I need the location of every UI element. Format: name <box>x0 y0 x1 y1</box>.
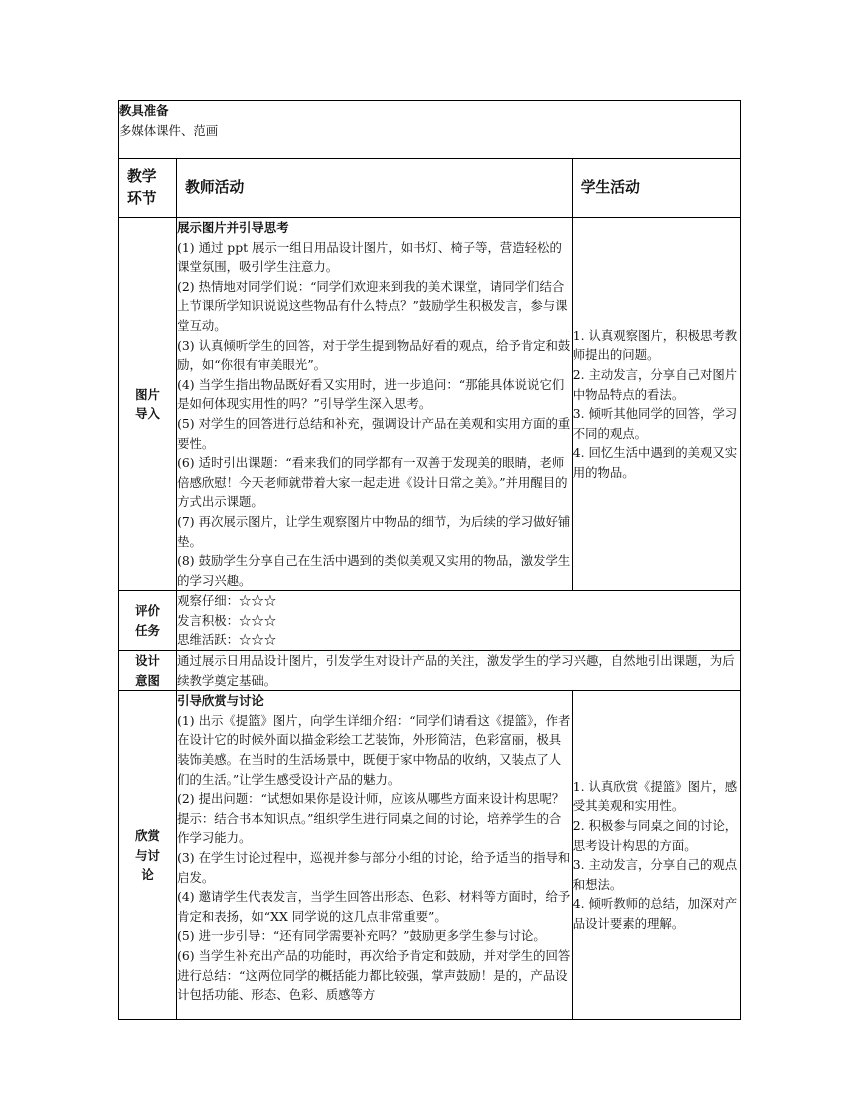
section2-step: (2) 提出问题：“试想如果你是设计师，应该从哪些方面来设计构思呢？提示：结合书本知识点。”组织学生进行同桌之间的讨论，培养学生的合作学习能力。 <box>177 791 565 846</box>
section2-row <box>119 691 741 1020</box>
intent-text: 通过展示日用品设计图片，引发学生对设计产品的关注，激发学生的学习兴趣，自然地引出课题，为后续教学奠定基础。 <box>177 651 741 691</box>
evaluation-item: 发言积极：☆☆☆ <box>177 612 277 628</box>
section1-step: (4) 当学生指出物品既好看又实用时，进一步追问：“那能具体说说它们是如何体现实用性的吗？”引导学生深入思考。 <box>177 376 565 412</box>
section2-step: (6) 当学生补充出产品的功能时，再次给予肯定和鼓励，并对学生的回答进行总结：“这两位同学的概括能力都比较强，掌声鼓励！是的，产品设计包括功能、形态、色彩、质感等方 <box>177 947 571 1003</box>
evaluation-item: 思维活跃：☆☆☆ <box>177 632 277 648</box>
section1-step: (5) 对学生的回答进行总结和补充，强调设计产品在美观和实用方面的重要性。 <box>177 415 571 451</box>
section2-student-item: 4. 倾听教师的总结，加深对产品设计要素的理解。 <box>572 896 738 932</box>
section2-label: 欣赏 与讨 论 <box>119 691 177 1020</box>
header-teacher: 教师活动 <box>177 159 573 218</box>
section2-student-item: 1. 认真欣赏《提篮》图片，感受其美观和实用性。 <box>572 778 738 814</box>
section1-student-item: 4. 回忆生活中遇到的美观又实用的物品。 <box>572 445 738 480</box>
header-stage: 教学 环节 <box>119 159 177 218</box>
section2-step: (3) 在学生讨论过程中，巡视并参与部分小组的讨论，给予适当的指导和启发。 <box>177 850 571 885</box>
section1-step: (7) 再次展示图片，让学生观察图片中物品的细节，为后续的学习做好铺垫。 <box>177 513 571 549</box>
section1-step: (2) 热情地对同学们说：“同学们欢迎来到我的美术课堂，请同学们结合上节课所学知识说说这些物品有什么特点？”鼓励学生积极发言，参与课堂互动。 <box>177 278 568 333</box>
section1-step: (1) 通过 ppt 展示一组日用品设计图片，如书灯、椅子等，营造轻松的课堂氛围，吸引学生注意力。 <box>177 239 562 275</box>
section1-step: (8) 鼓励学生分享自己在生活中遇到的类似美观又实用的物品，激发学生的学习兴趣。 <box>177 553 571 588</box>
section1-student-activity <box>572 218 740 591</box>
header-row <box>119 159 741 218</box>
section2-step: (1) 出示《提篮》图片，向学生详细介绍：“同学们请看这《提篮》，作者在设计它的时候外面以描金彩绘工艺装饰，外形简洁，色彩富丽，极具装饰美感。在当时的生活场景中，既便于家中物品的收纳，又装点了人们的生活。”让学生感受设计产品的魅力。 <box>177 712 571 787</box>
intent-row <box>119 651 741 691</box>
prep-title: 教具准备 <box>119 103 169 118</box>
section1-step: (3) 认真倾听学生的回答，对于学生提到物品好看的观点，给予肯定和鼓励，如“你很有审美眼光”。 <box>177 337 571 373</box>
prep-row <box>119 101 741 159</box>
section2-student-activity <box>572 691 740 1020</box>
section1-student-item: 1. 认真观察图片，积极思考教师提出的问题。 <box>572 327 738 363</box>
section2-title: 引导欣赏与讨论 <box>177 693 264 709</box>
evaluation-label: 评价 任务 <box>119 591 177 651</box>
section2-student-item: 3. 主动发言，分享自己的观点和想法。 <box>572 857 738 892</box>
section1-label: 图片 导入 <box>119 218 177 591</box>
section1-title: 展示图片并引导思考 <box>177 220 289 235</box>
section1-row <box>119 218 741 591</box>
evaluation-items <box>177 591 741 651</box>
prep-cell <box>119 101 741 159</box>
section2-step: (5) 进一步引导：“还有同学需要补充吗？”鼓励更多学生参与讨论。 <box>177 928 546 944</box>
section1-student-item: 3. 倾听其他同学的回答，学习不同的观点。 <box>572 406 738 441</box>
evaluation-item: 观察仔细：☆☆☆ <box>177 593 277 609</box>
header-student: 学生活动 <box>572 159 740 218</box>
intent-label: 设计 意图 <box>119 651 177 691</box>
section2-step: (4) 邀请学生代表发言，当学生回答出形态、色彩、材料等方面时，给予肯定和表扬，如“XX 同学说的这几点非常重要”。 <box>177 889 571 924</box>
section2-teacher-activity <box>177 691 573 1020</box>
evaluation-row <box>119 591 741 651</box>
lesson-plan-table <box>118 100 741 1020</box>
section2-student-item: 2. 积极参与同桌之间的讨论，思考设计构思的方面。 <box>572 818 738 853</box>
section1-teacher-activity <box>177 218 573 591</box>
section1-step: (6) 适时引出课题：“看来我们的同学都有一双善于发现美的眼睛，老师倍感欣慰！今天老师就带着大家一起走进《设计日常之美》。”并用醒目的方式出示课题。 <box>177 455 568 510</box>
section1-student-item: 2. 主动发言，分享自己对图片中物品特点的看法。 <box>572 366 738 402</box>
prep-content: 多媒体课件、范画 <box>119 122 219 138</box>
